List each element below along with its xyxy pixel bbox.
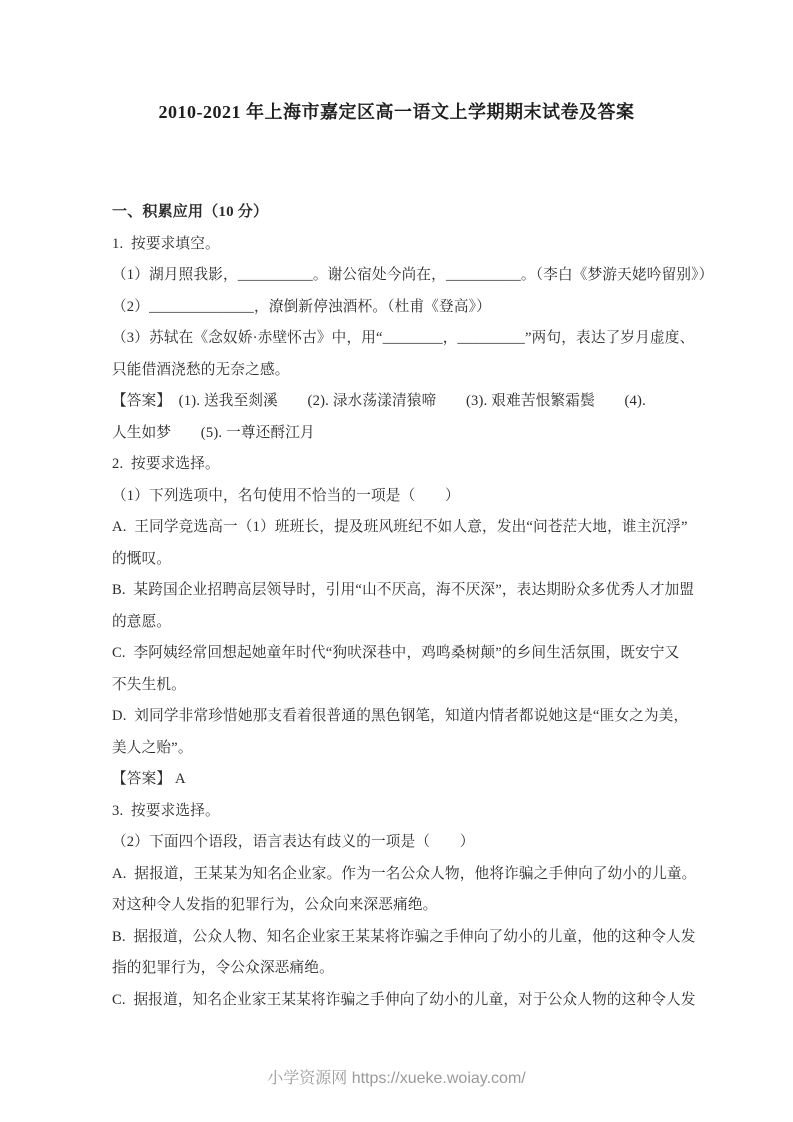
q2-option-a-cont: 的慨叹。 (112, 550, 172, 567)
section-1-heading: 一、积累应用（10 分） (112, 204, 269, 220)
q3-option-c: C. 据报道，知名企业家王某某将诈骗之手伸向了幼小的儿童，对于公众人物的这种令人发 (112, 991, 696, 1008)
q2-part1-stem: （1）下列选项中，名句使用不恰当的一项是（ ） (112, 487, 460, 504)
document-title: 2010-2021 年上海市嘉定区高一语文上学期期末试卷及答案 (158, 102, 635, 122)
question-2-label: 2. 按要求选择。 (112, 456, 220, 472)
q3-part2-stem: （2）下面四个语段，语言表达有歧义的一项是（ ） (112, 834, 475, 850)
document-body (112, 197, 772, 1016)
q3-option-a: A. 据报道，王某某为知名企业家。作为一名公众人物，他将诈骗之手伸向了幼小的儿童。 (112, 865, 697, 882)
q1-fill-blank-2: （2）______________，潦倒新停浊酒杯。（杜甫《登高》） (112, 298, 491, 315)
q3-option-a-cont: 对这种令人发指的犯罪行为，公众向来深恶痛绝。 (112, 897, 438, 913)
q1-fill-blank-3: （3）苏轼在《念奴娇·赤壁怀古》中，用“________，_________”两句，表达了岁月虚度、 (112, 330, 695, 346)
q1-answer: 【答案】 (1). 送我至剡溪 (2). 渌水荡漾清猿啼 (3). 艰难苦恨繁霜鬓 (4). (112, 393, 646, 409)
q2-answer: 【答案】 A (112, 771, 186, 787)
q2-option-b: B. 某跨国企业招聘高层领导时，引用“山不厌高，海不厌深”，表达期盼众多优秀人才加盟 (112, 582, 695, 598)
question-1-label: 1. 按要求填空。 (112, 235, 220, 252)
q1-fill-blank-1: （1）湖月照我影，__________。谢公宿处今尚在，__________。（李白《梦游天姥吟留别》） (112, 267, 714, 283)
q2-option-c: C. 李阿姨经常回想起她童年时代“狗吠深巷中，鸡鸣桑树颠”的乡间生活氛围，既安宁又 (112, 645, 680, 661)
q1-answer-cont: 人生如梦 (5). 一尊还酹江月 (112, 424, 315, 441)
q2-option-c-cont: 不失生机。 (112, 676, 186, 693)
q3-option-b-cont: 指的犯罪行为，令公众深恶痛绝。 (112, 960, 334, 976)
q2-option-d-cont: 美人之贻”。 (112, 739, 193, 756)
q3-option-b: B. 据报道，公众人物、知名企业家王某某将诈骗之手伸向了幼小的儿童，他的这种令人发 (112, 928, 696, 945)
q2-option-a: A. 王同学竞选高一（1）班班长，提及班风班纪不如人意，发出“问苍茫大地，谁主沉浮” (112, 519, 688, 535)
question-3-label: 3. 按要求选择。 (112, 802, 220, 819)
q2-option-b-cont: 的意愿。 (112, 613, 172, 630)
q2-option-d: D. 刘同学非常珍惜她那支看着很普通的黑色钢笔，知道内情者都说她这是“匪女之为美， (112, 708, 689, 724)
q1-fill-blank-3-cont: 只能借酒浇愁的无奈之感。 (112, 361, 290, 378)
site-watermark: 小学资源网 https://xueke.woiay.com/ (267, 1070, 526, 1087)
